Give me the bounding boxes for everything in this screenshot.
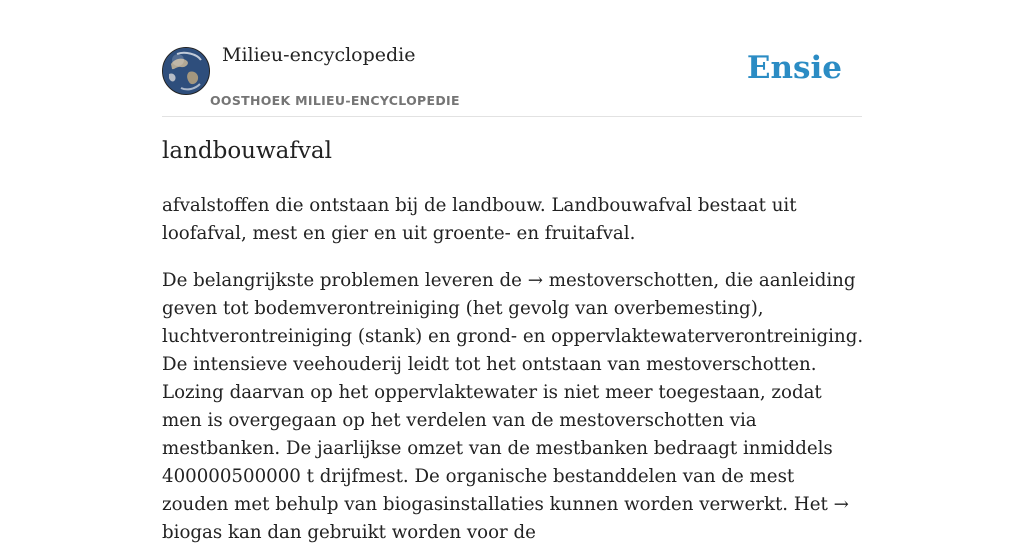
- link-label: biogas: [162, 522, 223, 543]
- entry-title: landbouwafval: [162, 138, 332, 164]
- paragraph-text: De belangrijkste problemen leveren de: [162, 270, 528, 291]
- site-header: [162, 0, 862, 117]
- earth-globe-icon[interactable]: [162, 47, 210, 95]
- ensie-logo-link[interactable]: Ensie: [746, 50, 842, 86]
- earth-globe-graphic: [163, 48, 209, 94]
- link-mestoverschotten[interactable]: [528, 270, 714, 291]
- paragraph-text: , die aanleiding geven tot bodemverontreiniging (het gevolg van overbemesting), luchtverontreiniging (stank) en grond- en oppervlaktewaterverontreiniging. De intensieve veehouderij leidt tot het ontstaan van mestoverschotten. Lozing daarvan op het oppervlaktewater is niet meer toegestaan, zodat men is overgegaan op het verdelen van de mestoverschotten via mestbanken. De jaarlijkse omzet van de mestbanken bedraagt inmiddels 400000500000 t drijfmest. De organische bestanddelen van de mest zouden met behulp van biogasinstallaties kunnen worden verwerkt. Het: [162, 270, 864, 515]
- site-title[interactable]: Milieu-encyclopedie: [222, 44, 416, 66]
- site-subtitle[interactable]: OOSTHOEK MILIEU-ENCYCLOPEDIE: [210, 93, 460, 108]
- arrow-right-icon: →: [833, 494, 849, 515]
- arrow-right-icon: →: [527, 270, 543, 291]
- definition-paragraph: afvalstoffen die ontstaan bij de landbouw. Landbouwafval bestaat uit loofafval, mest en gier en uit groente- en fruitafval.: [162, 195, 797, 244]
- link-label: mestoverschotten: [548, 270, 714, 291]
- explanation-paragraph: [162, 267, 864, 547]
- content-container: [162, 0, 864, 543]
- paragraph-text: kan dan gebruikt worden voor de: [222, 522, 536, 543]
